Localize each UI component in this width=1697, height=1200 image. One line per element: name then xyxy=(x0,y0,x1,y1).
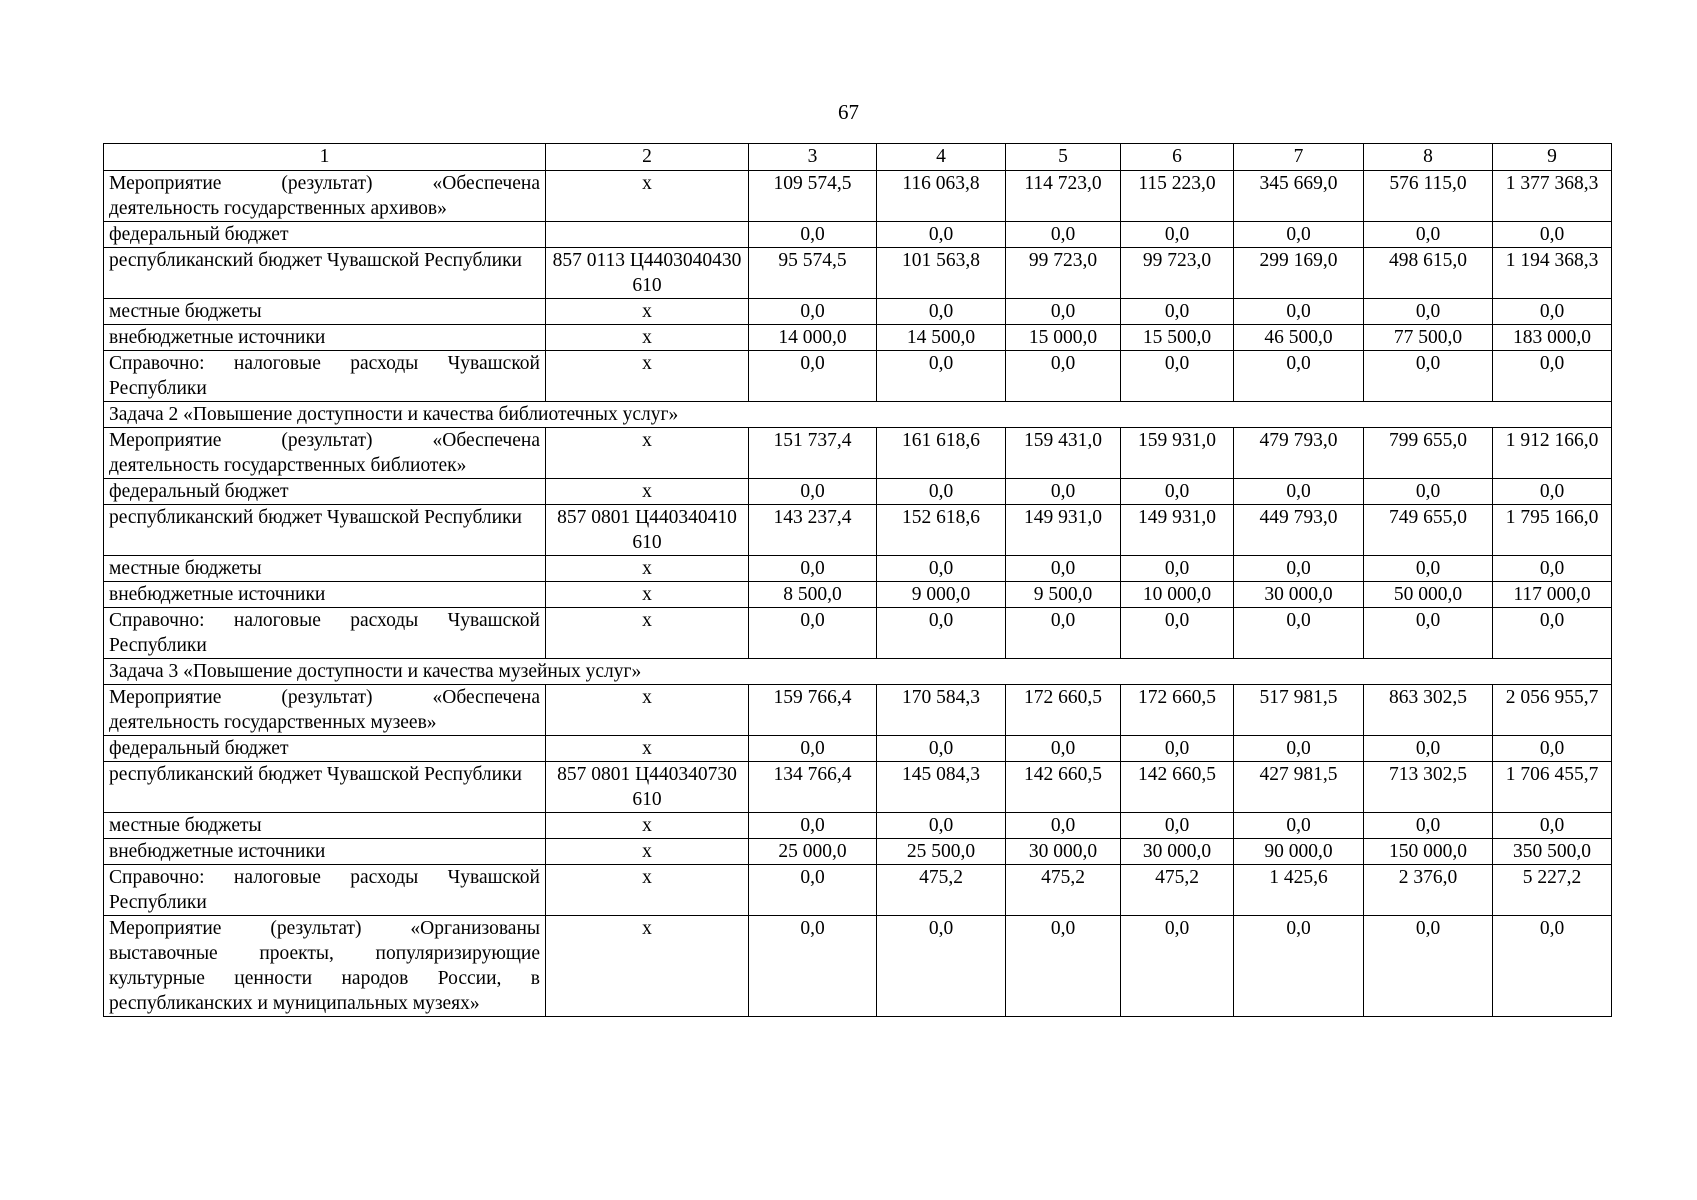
value-cell: 159 766,4 xyxy=(749,685,877,736)
row-label: внебюджетные источники xyxy=(104,582,546,608)
value-cell: 0,0 xyxy=(1364,608,1493,659)
budget-code-cell: x xyxy=(546,865,749,916)
row-label: Мероприятие (результат) «Обеспечена деятельность государственных музеев» xyxy=(104,685,546,736)
value-cell: 0,0 xyxy=(877,736,1006,762)
value-cell: 0,0 xyxy=(877,813,1006,839)
budget-code-cell: x xyxy=(546,813,749,839)
value-cell: 0,0 xyxy=(1234,479,1364,505)
value-cell: 0,0 xyxy=(1121,299,1234,325)
value-cell: 172 660,5 xyxy=(1121,685,1234,736)
value-cell: 427 981,5 xyxy=(1234,762,1364,813)
table-row xyxy=(104,762,1612,813)
value-cell: 345 669,0 xyxy=(1234,171,1364,222)
column-header: 1 xyxy=(104,144,546,171)
column-header: 9 xyxy=(1493,144,1612,171)
value-cell: 25 000,0 xyxy=(749,839,877,865)
value-cell: 713 302,5 xyxy=(1364,762,1493,813)
value-cell: 2 376,0 xyxy=(1364,865,1493,916)
value-cell: 152 618,6 xyxy=(877,505,1006,556)
value-cell: 151 737,4 xyxy=(749,428,877,479)
table-row xyxy=(104,685,1612,736)
value-cell: 90 000,0 xyxy=(1234,839,1364,865)
budget-code-cell: x xyxy=(546,299,749,325)
value-cell: 498 615,0 xyxy=(1364,248,1493,299)
value-cell: 0,0 xyxy=(877,608,1006,659)
value-cell: 0,0 xyxy=(1364,556,1493,582)
value-cell: 0,0 xyxy=(1234,299,1364,325)
value-cell: 0,0 xyxy=(877,479,1006,505)
value-cell: 0,0 xyxy=(1006,479,1121,505)
value-cell: 475,2 xyxy=(1121,865,1234,916)
value-cell: 0,0 xyxy=(1364,736,1493,762)
value-cell: 77 500,0 xyxy=(1364,325,1493,351)
value-cell: 0,0 xyxy=(1234,916,1364,1017)
table-body xyxy=(104,171,1612,1017)
column-header: 2 xyxy=(546,144,749,171)
value-cell: 0,0 xyxy=(1121,813,1234,839)
value-cell: 0,0 xyxy=(749,813,877,839)
value-cell: 475,2 xyxy=(1006,865,1121,916)
value-cell: 14 000,0 xyxy=(749,325,877,351)
value-cell: 0,0 xyxy=(877,222,1006,248)
value-cell: 0,0 xyxy=(1006,916,1121,1017)
row-label: Справочно: налоговые расходы Чувашской Республики xyxy=(104,608,546,659)
value-cell: 0,0 xyxy=(749,299,877,325)
budget-code-cell: x xyxy=(546,839,749,865)
task-heading: Задача 2 «Повышение доступности и качества библиотечных услуг» xyxy=(104,402,1612,428)
value-cell: 0,0 xyxy=(749,608,877,659)
value-cell: 0,0 xyxy=(1364,479,1493,505)
value-cell: 99 723,0 xyxy=(1121,248,1234,299)
row-label: Справочно: налоговые расходы Чувашской Республики xyxy=(104,351,546,402)
table-row xyxy=(104,428,1612,479)
value-cell: 2 056 955,7 xyxy=(1493,685,1612,736)
value-cell: 0,0 xyxy=(1234,222,1364,248)
value-cell: 475,2 xyxy=(877,865,1006,916)
value-cell: 0,0 xyxy=(1121,222,1234,248)
budget-code-cell: x xyxy=(546,736,749,762)
value-cell: 117 000,0 xyxy=(1493,582,1612,608)
value-cell: 0,0 xyxy=(1121,479,1234,505)
value-cell: 0,0 xyxy=(1493,608,1612,659)
value-cell: 0,0 xyxy=(1234,351,1364,402)
table-row xyxy=(104,505,1612,556)
value-cell: 1 425,6 xyxy=(1234,865,1364,916)
table-row xyxy=(104,299,1612,325)
table-row xyxy=(104,222,1612,248)
row-label: внебюджетные источники xyxy=(104,839,546,865)
value-cell: 799 655,0 xyxy=(1364,428,1493,479)
budget-code-cell: x xyxy=(546,351,749,402)
value-cell: 149 931,0 xyxy=(1006,505,1121,556)
value-cell: 114 723,0 xyxy=(1006,171,1121,222)
budget-code-cell: x xyxy=(546,325,749,351)
value-cell: 9 500,0 xyxy=(1006,582,1121,608)
budget-code-cell: x xyxy=(546,479,749,505)
value-cell: 0,0 xyxy=(1493,813,1612,839)
value-cell: 0,0 xyxy=(1364,299,1493,325)
value-cell: 142 660,5 xyxy=(1006,762,1121,813)
column-header: 5 xyxy=(1006,144,1121,171)
budget-code-cell xyxy=(546,222,749,248)
column-header: 6 xyxy=(1121,144,1234,171)
value-cell: 0,0 xyxy=(749,556,877,582)
value-cell: 0,0 xyxy=(749,351,877,402)
value-cell: 0,0 xyxy=(1364,916,1493,1017)
value-cell: 0,0 xyxy=(1121,916,1234,1017)
value-cell: 0,0 xyxy=(1006,222,1121,248)
value-cell: 95 574,5 xyxy=(749,248,877,299)
value-cell: 15 000,0 xyxy=(1006,325,1121,351)
value-cell: 479 793,0 xyxy=(1234,428,1364,479)
value-cell: 183 000,0 xyxy=(1493,325,1612,351)
table-row xyxy=(104,582,1612,608)
table-row xyxy=(104,351,1612,402)
value-cell: 145 084,3 xyxy=(877,762,1006,813)
value-cell: 0,0 xyxy=(1364,222,1493,248)
value-cell: 517 981,5 xyxy=(1234,685,1364,736)
value-cell: 0,0 xyxy=(1364,351,1493,402)
value-cell: 159 931,0 xyxy=(1121,428,1234,479)
header-row xyxy=(104,144,1612,171)
row-label: Мероприятие (результат) «Организованы выставочные проекты, популяризирующие культурные ценности народов России, в республиканских и муниципальных музеях» xyxy=(104,916,546,1017)
value-cell: 143 237,4 xyxy=(749,505,877,556)
row-label: местные бюджеты xyxy=(104,813,546,839)
value-cell: 116 063,8 xyxy=(877,171,1006,222)
column-header: 8 xyxy=(1364,144,1493,171)
value-cell: 142 660,5 xyxy=(1121,762,1234,813)
value-cell: 0,0 xyxy=(1493,351,1612,402)
budget-code-cell: x xyxy=(546,916,749,1017)
value-cell: 0,0 xyxy=(749,479,877,505)
row-label: республиканский бюджет Чувашской Республики xyxy=(104,248,546,299)
row-label: федеральный бюджет xyxy=(104,736,546,762)
budget-code-cell: x xyxy=(546,556,749,582)
budget-code-cell: 857 0801 Ц440340410 610 xyxy=(546,505,749,556)
value-cell: 9 000,0 xyxy=(877,582,1006,608)
value-cell: 101 563,8 xyxy=(877,248,1006,299)
row-label: федеральный бюджет xyxy=(104,222,546,248)
value-cell: 0,0 xyxy=(877,351,1006,402)
value-cell: 0,0 xyxy=(1006,813,1121,839)
value-cell: 350 500,0 xyxy=(1493,839,1612,865)
value-cell: 449 793,0 xyxy=(1234,505,1364,556)
value-cell: 50 000,0 xyxy=(1364,582,1493,608)
table-row xyxy=(104,608,1612,659)
value-cell: 0,0 xyxy=(1234,556,1364,582)
value-cell: 172 660,5 xyxy=(1006,685,1121,736)
budget-code-cell: 857 0801 Ц440340730 610 xyxy=(546,762,749,813)
value-cell: 0,0 xyxy=(1234,736,1364,762)
budget-code-cell: x xyxy=(546,608,749,659)
value-cell: 0,0 xyxy=(1234,608,1364,659)
value-cell: 0,0 xyxy=(1364,813,1493,839)
value-cell: 1 795 166,0 xyxy=(1493,505,1612,556)
value-cell: 0,0 xyxy=(1234,813,1364,839)
value-cell: 0,0 xyxy=(877,556,1006,582)
budget-code-cell: 857 0113 Ц4403040430 610 xyxy=(546,248,749,299)
row-label: Мероприятие (результат) «Обеспечена деятельность государственных архивов» xyxy=(104,171,546,222)
value-cell: 115 223,0 xyxy=(1121,171,1234,222)
row-label: местные бюджеты xyxy=(104,556,546,582)
row-label: республиканский бюджет Чувашской Республики xyxy=(104,505,546,556)
table-row xyxy=(104,325,1612,351)
value-cell: 0,0 xyxy=(1006,556,1121,582)
budget-code-cell: x xyxy=(546,171,749,222)
table-row xyxy=(104,736,1612,762)
value-cell: 159 431,0 xyxy=(1006,428,1121,479)
value-cell: 0,0 xyxy=(1493,556,1612,582)
value-cell: 15 500,0 xyxy=(1121,325,1234,351)
value-cell: 10 000,0 xyxy=(1121,582,1234,608)
value-cell: 0,0 xyxy=(749,736,877,762)
value-cell: 109 574,5 xyxy=(749,171,877,222)
row-label: внебюджетные источники xyxy=(104,325,546,351)
value-cell: 170 584,3 xyxy=(877,685,1006,736)
table-row xyxy=(104,556,1612,582)
value-cell: 0,0 xyxy=(749,916,877,1017)
value-cell: 149 931,0 xyxy=(1121,505,1234,556)
value-cell: 0,0 xyxy=(1493,479,1612,505)
row-label: федеральный бюджет xyxy=(104,479,546,505)
value-cell: 14 500,0 xyxy=(877,325,1006,351)
value-cell: 576 115,0 xyxy=(1364,171,1493,222)
row-label: местные бюджеты xyxy=(104,299,546,325)
row-label: Мероприятие (результат) «Обеспечена деятельность государственных библиотек» xyxy=(104,428,546,479)
table-row xyxy=(104,839,1612,865)
value-cell: 0,0 xyxy=(1121,608,1234,659)
value-cell: 0,0 xyxy=(877,299,1006,325)
value-cell: 30 000,0 xyxy=(1006,839,1121,865)
value-cell: 0,0 xyxy=(1121,351,1234,402)
value-cell: 5 227,2 xyxy=(1493,865,1612,916)
value-cell: 150 000,0 xyxy=(1364,839,1493,865)
value-cell: 863 302,5 xyxy=(1364,685,1493,736)
value-cell: 161 618,6 xyxy=(877,428,1006,479)
value-cell: 134 766,4 xyxy=(749,762,877,813)
value-cell: 25 500,0 xyxy=(877,839,1006,865)
value-cell: 1 194 368,3 xyxy=(1493,248,1612,299)
value-cell: 0,0 xyxy=(1006,299,1121,325)
value-cell: 299 169,0 xyxy=(1234,248,1364,299)
table-row xyxy=(104,865,1612,916)
value-cell: 0,0 xyxy=(1493,916,1612,1017)
value-cell: 8 500,0 xyxy=(749,582,877,608)
row-label: республиканский бюджет Чувашской Республики xyxy=(104,762,546,813)
value-cell: 0,0 xyxy=(749,865,877,916)
table-row xyxy=(104,479,1612,505)
table-row xyxy=(104,813,1612,839)
table-row xyxy=(104,248,1612,299)
table-row xyxy=(104,916,1612,1017)
value-cell: 0,0 xyxy=(877,916,1006,1017)
value-cell: 0,0 xyxy=(1006,736,1121,762)
task-heading-row xyxy=(104,659,1612,685)
budget-table xyxy=(103,143,1612,1017)
row-label: Справочно: налоговые расходы Чувашской Республики xyxy=(104,865,546,916)
budget-code-cell: x xyxy=(546,428,749,479)
value-cell: 749 655,0 xyxy=(1364,505,1493,556)
task-heading-row xyxy=(104,402,1612,428)
budget-code-cell: x xyxy=(546,685,749,736)
value-cell: 99 723,0 xyxy=(1006,248,1121,299)
value-cell: 1 706 455,7 xyxy=(1493,762,1612,813)
column-header: 7 xyxy=(1234,144,1364,171)
value-cell: 0,0 xyxy=(1493,736,1612,762)
value-cell: 1 377 368,3 xyxy=(1493,171,1612,222)
page-number: 67 xyxy=(838,100,859,124)
value-cell: 30 000,0 xyxy=(1234,582,1364,608)
table-row xyxy=(104,171,1612,222)
column-header: 4 xyxy=(877,144,1006,171)
column-header: 3 xyxy=(749,144,877,171)
value-cell: 0,0 xyxy=(1121,736,1234,762)
value-cell: 0,0 xyxy=(1121,556,1234,582)
value-cell: 0,0 xyxy=(1006,351,1121,402)
task-heading: Задача 3 «Повышение доступности и качества музейных услуг» xyxy=(104,659,1612,685)
value-cell: 0,0 xyxy=(1493,222,1612,248)
budget-code-cell: x xyxy=(546,582,749,608)
value-cell: 30 000,0 xyxy=(1121,839,1234,865)
value-cell: 1 912 166,0 xyxy=(1493,428,1612,479)
value-cell: 46 500,0 xyxy=(1234,325,1364,351)
value-cell: 0,0 xyxy=(1006,608,1121,659)
value-cell: 0,0 xyxy=(749,222,877,248)
value-cell: 0,0 xyxy=(1493,299,1612,325)
